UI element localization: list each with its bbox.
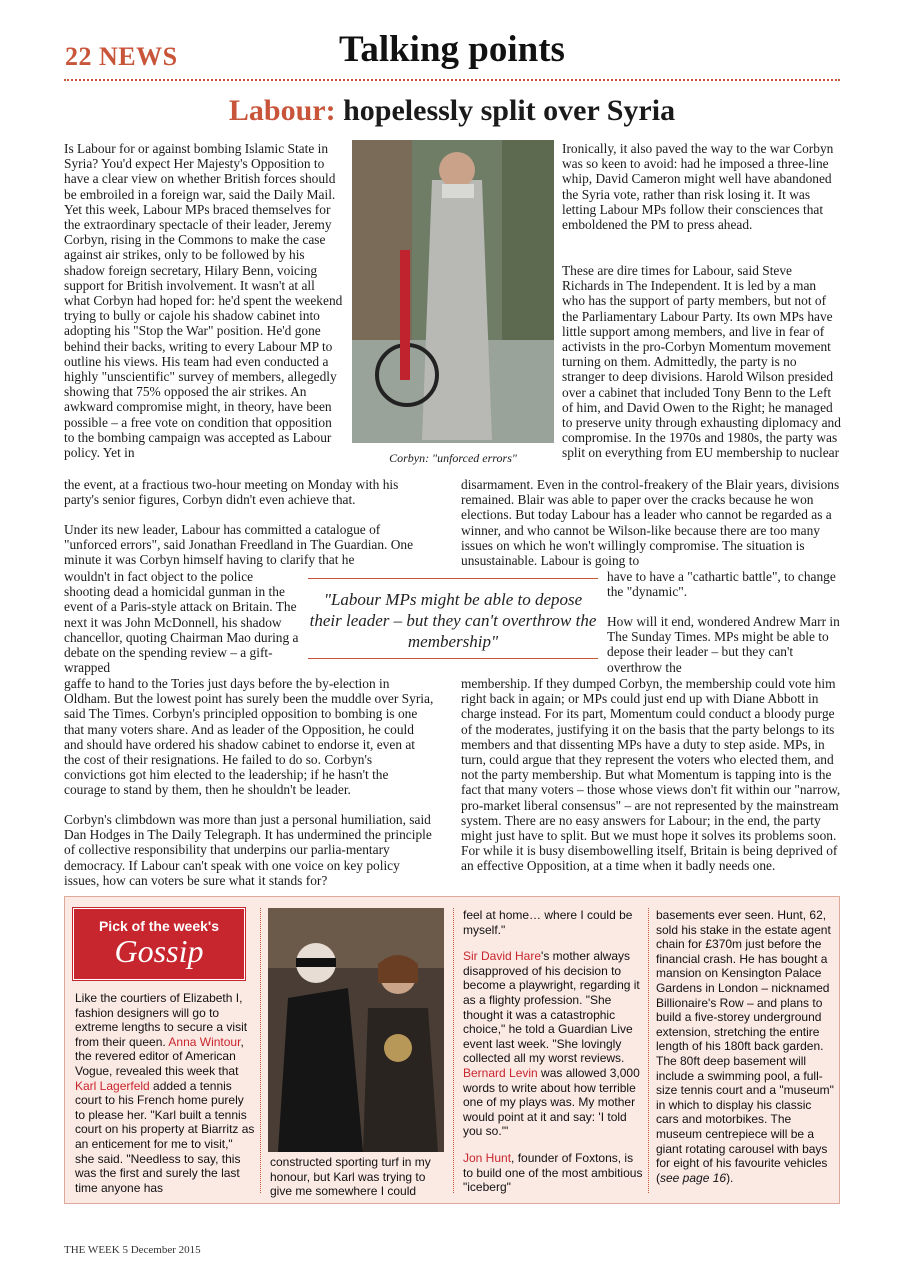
footer-issue: THE WEEK 5 December 2015 — [64, 1244, 201, 1256]
corbyn-photo-image — [352, 140, 554, 443]
article-paragraph: These are dire times for Labour, said Steve Richards in The Independent. It is led by a man who has the support of party members, but not of the Parliamentary Labour Party. Its own MPs have little support among members, and live in fear of activists in the pro-Corbyn Momentum movement turning on them. Admittedly, the party is no stranger to deep divisions. Harold Wilson presided over a cabinet that included Tony Benn to the Left of him, and David Owen to the Right; he managed to preserve unity through exhausting diplomacy and compromise. In the 1970s and 1980s, the party was split on everything from EU membership to nuclear — [562, 263, 841, 461]
article-paragraph: Ironically, it also paved the way to the war Corbyn was so keen to avoid: had he imposed a three-line whip, David Cameron might well have abandoned the Syria vote, rather than risk losing it. It was letting Labour MPs follow their consciences that emboldened the PM to press ahead. — [562, 141, 834, 233]
gossip-name: Bernard Levin — [463, 1065, 538, 1080]
pull-quote: "Labour MPs might be able to depose their leader – but they can't overthrow the membership" — [308, 578, 598, 659]
gossip-text: ). — [726, 1170, 734, 1185]
gossip-divider — [648, 908, 649, 1193]
article-col2-p3-narrow — [607, 614, 841, 675]
article-col1-top — [64, 141, 344, 460]
article-paragraph: disarmament. Even in the control-freakery of the Blair years, divisions remained. Blair was able to paper over the cracks because he won elections. But today Labour has a leader who cannot be regarded as a winner, and who cannot be Wilson-like because there are too many issues on which he won't willingly compromise. The situation is unsustainable. Labour is going to — [461, 477, 840, 569]
article-col1-wide — [64, 477, 434, 507]
gossip-name: Sir David Hare — [463, 949, 542, 964]
gossip-col2 — [270, 1155, 448, 1199]
article-paragraph: Corbyn's climbdown was more than just a personal humiliation, said Dan Hodges in The Daily Telegraph. It has undermined the principle of collective responsibility that underpins our parlia-mentary democracy. If Labour can't speak with one voice on key policy issues, how can voters be sure what it stands for? — [64, 812, 432, 888]
article-col2-narrow2 — [607, 569, 841, 599]
article-col2-p3-wide — [461, 676, 841, 874]
article-paragraph: Under its new leader, Labour has committed a catalogue of "unforced errors", said Jonathan Freedland in The Guardian. One minute it was Corbyn himself having to clarify that he — [64, 522, 414, 568]
page-title: Talking points — [339, 29, 565, 70]
article-paragraph: the event, at a fractious two-hour meeting on Monday with his party's senior figures, Corbyn didn't even achieve that. — [64, 477, 399, 508]
article-headline — [0, 94, 904, 128]
page-number: 22 — [65, 42, 92, 71]
gossip-text: basements ever seen. Hunt, 62, sold his stake in the estate agent chain for £370m just before the financial crash. He has bought a mansion on Kensington Palace Gardens in London – nicknamed Billionaire's Row – and plans to build a five-storey underground extension, stretching the entire length of his 180ft back garden. The 80ft deep basement will include a swimming pool, a full-size tennis court and a "museum" in which to display his classic cars and motorbikes. The museum centrepiece will be a giant rotating carousel with bays for eight of his favourite vehicles ( — [656, 908, 834, 1185]
gossip-name: Karl Lagerfeld — [75, 1078, 150, 1093]
gossip-pick-label: Pick of the week's — [98, 918, 220, 934]
gossip-title: Gossip — [114, 933, 204, 969]
corbyn-photo — [352, 140, 554, 443]
gossip-text: added a tennis court to his French home purely to please her. "Karl built a tennis court on his property at Biarritz as an enticement for me to visit," she said. "Needless to say, this was the first and surely the last time anyone has — [75, 1078, 255, 1195]
article-col2-wide — [461, 477, 841, 568]
gossip-text: 's mother always disapproved of his decision to become a playwright, regarding it as a flighty profession. "She thought it was a catastrophic choice," he told a Guardian Live event last week. "She lovingly collected all my worst reviews. — [463, 949, 640, 1066]
lagerfeld-wintour-photo-image — [268, 908, 444, 1152]
article-col1-p2 — [64, 522, 434, 568]
headline-kicker: Labour: — [228, 94, 336, 127]
headline-text: hopelessly split over Syria — [335, 94, 676, 127]
lagerfeld-wintour-photo — [268, 908, 444, 1152]
article-col1-p3 — [64, 812, 434, 888]
gossip-name: Anna Wintour — [168, 1034, 241, 1049]
gossip-name: Jon Hunt — [463, 1150, 512, 1165]
page-reference: see page 16 — [660, 1170, 727, 1185]
gossip-header — [73, 908, 245, 980]
header-divider — [64, 79, 840, 81]
article-col2-top — [562, 141, 842, 232]
gossip-col3 — [463, 908, 643, 1195]
article-col2-p2 — [562, 263, 842, 461]
gossip-col1 — [75, 991, 255, 1195]
gossip-divider — [453, 908, 454, 1193]
article-paragraph: How will it end, wondered Andrew Marr in The Sunday Times. MPs might be able to depose their leader – but they can't overthrow the — [607, 614, 840, 675]
article-paragraph: have to have a "cathartic battle", to change the "dynamic". — [607, 569, 836, 600]
article-paragraph: membership. If they dumped Corbyn, the membership could vote him right back in again; or MPs could just end up with Diane Abbott in charge instead. For its part, Momentum could conduct a bloody purge of the moderates, justifying it on the basis that the party belongs to its members and that dissenting MPs have a duty to step aside. MPs, in turn, could argue that they represent the voters who elected them, and not the party membership. But what Momentum is tapping into is the fact that many voters – those whose views don't fit within our "narrow, pro-market liberal consensus" – are not represented by the mainstream system. There are no easy answers for Labour; in the end, the party might just have to split. But we must hope it solves its problems soon. For while it is busy disembowelling itself, Britain is being deprived of an effective Opposition, at a time when it badly needs one. — [461, 676, 841, 874]
gossip-text: , the revered editor of American Vogue, revealed this week that — [75, 1034, 244, 1078]
gossip-text: was allowed 3,000 words to write about how terrible one of my plays was. My mother would point at it and say: 'I told you so.'" — [463, 1065, 640, 1139]
gossip-text: constructed sporting turf in my honour, but Karl was trying to give me somewhere I could — [270, 1155, 431, 1199]
gossip-text: feel at home… where I could be myself." — [463, 908, 633, 937]
article-paragraph: Is Labour for or against bombing Islamic State in Syria? You'd expect Her Majesty's Opposition to have a clear view on whether British forces should be embroiled in a foreign war, said the Daily Mail. Yet this week, Labour MPs braced themselves for the extraordinary spectacle of their leader, Jeremy Corbyn, rising in the Commons to make the case against air strikes, only to be followed by his shadow foreign secretary, Hilary Benn, voicing support for British involvement. It wasn't at all what Corbyn had hoped for: he'd spent the weekend trying to bully or cajole his shadow cabinet into adopting his "Stop the War" position. He'd gone behind their backs, writing to every Labour MP to outline his views. His team had even conducted a highly "unscientific" survey of members, allegedly showing that 75% opposed the air strikes. An awkward compromise might, in theory, have been possible – a free vote on condition that opposition to the bombing campaign was accepted as Labour policy. Yet in — [64, 141, 343, 461]
gossip-text: , founder of Foxtons, is to build one of the most ambitious "iceberg" — [463, 1150, 643, 1195]
gossip-divider — [260, 908, 261, 1193]
photo-caption: Corbyn: "unforced errors" — [389, 451, 517, 465]
article-col1-p2-rest — [64, 676, 434, 798]
article-paragraph: gaffe to hand to the Tories just days before the by-election in Oldham. But the lowest point has surely been the muddle over Syria, said The Times. Corbyn's principled opposition to bombing is one that many voters share. And as leader of the Opposition, he could and should have ordered his shadow cabinet to endorse it, even at the cost of their resignations. He failed to do so. Corbyn's convictions got him elected to the leadership; if he hasn't the courage to stand by them, then he shouldn't be leader. — [64, 676, 434, 798]
article-paragraph: wouldn't in fact object to the police shooting dead a homicidal gunman in the event of a Paris-style attack on Britain. The next it was John McDonnell, his shadow chancellor, quoting Chairman Mao during a debate on the spending review – a gift-wrapped — [64, 569, 299, 676]
gossip-col4 — [656, 908, 836, 1185]
article-col1-p2-narrow — [64, 569, 300, 675]
gossip-text: Like the courtiers of Elizabeth I, fashion designers will go to extreme lengths to secure a visit from their queen. — [75, 991, 248, 1049]
section-label: NEWS — [99, 42, 178, 71]
